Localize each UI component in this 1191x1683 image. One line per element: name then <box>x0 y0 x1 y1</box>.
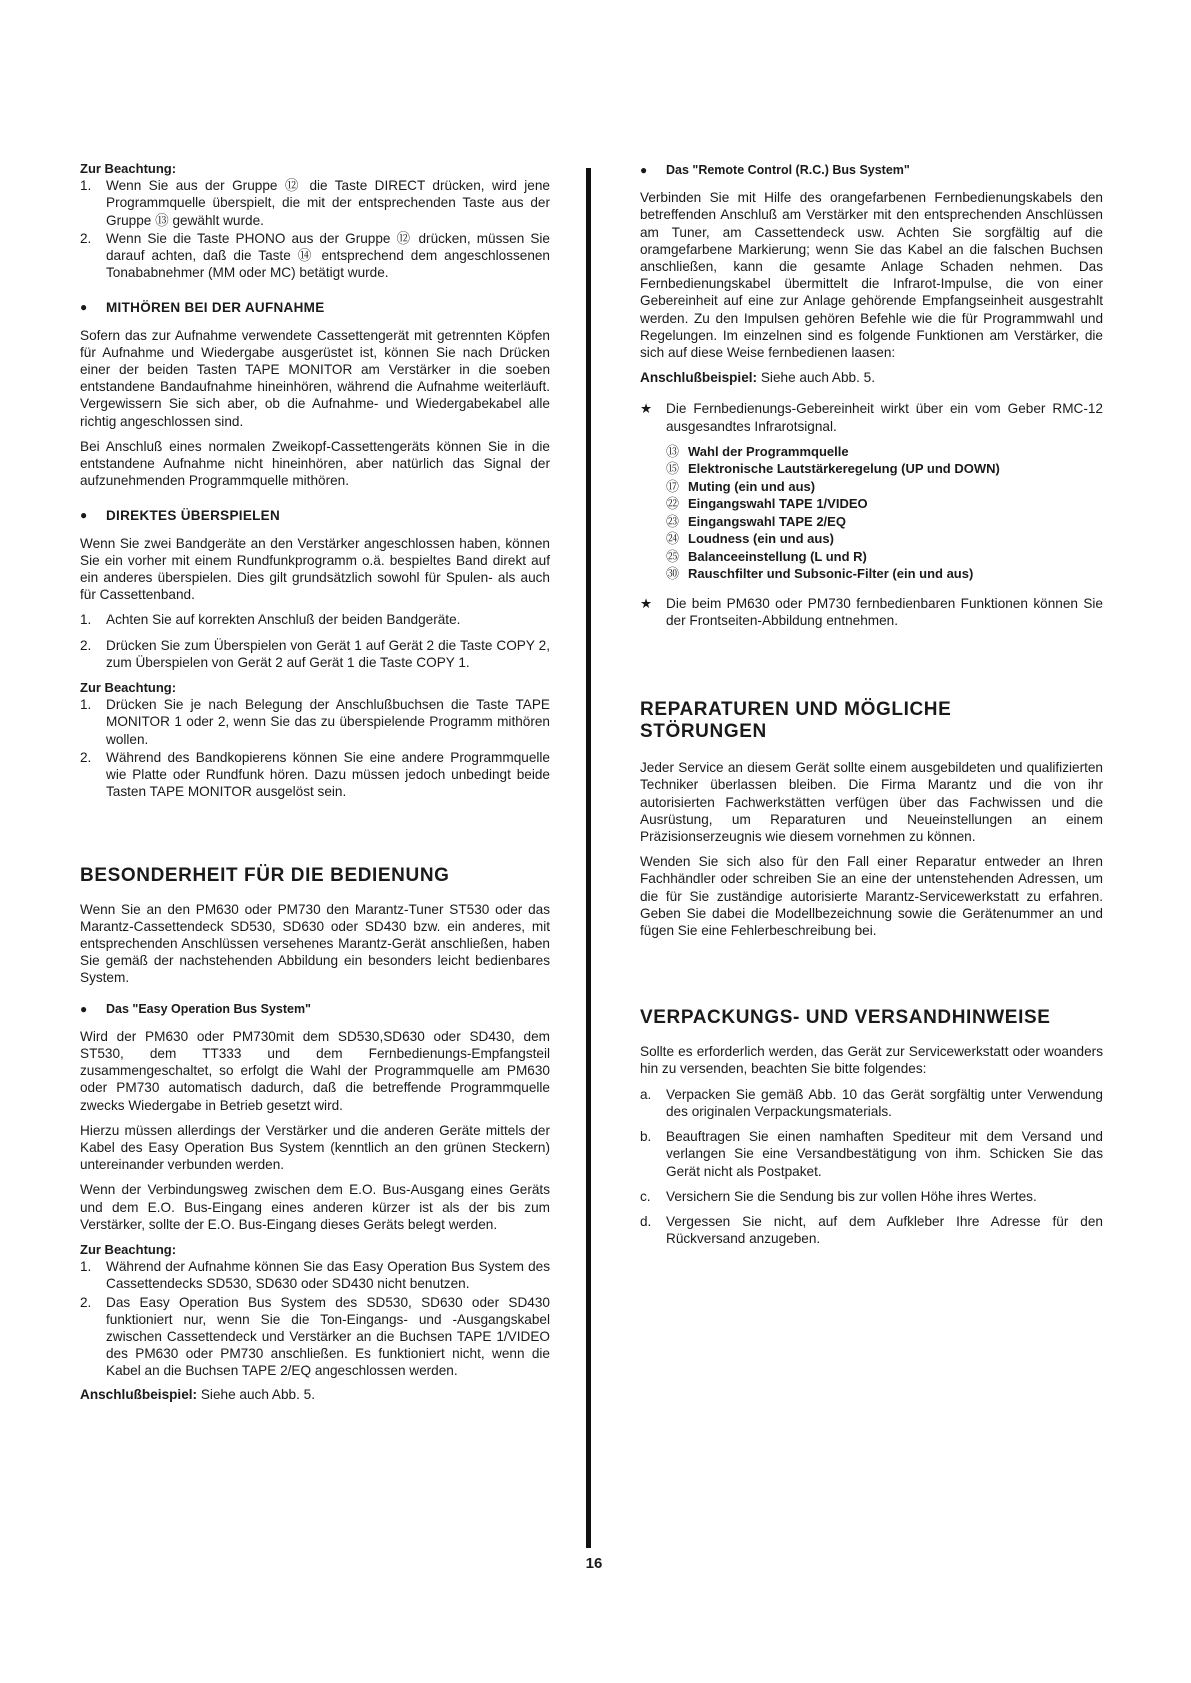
function-item <box>666 495 1103 513</box>
star-note-text: Die Fernbedienungs-Gebereinheit wirkt über ein vom Geber RMC-12 ausgesandtes Infrarotsignal. <box>666 401 1103 434</box>
item-number: 2. <box>80 230 92 246</box>
item-number: 1. <box>80 612 92 628</box>
steps-list <box>80 611 550 671</box>
item-letter: c. <box>640 1188 651 1204</box>
item-number: 1. <box>80 697 92 713</box>
function-item <box>666 443 1103 461</box>
page-number: 16 <box>585 1555 603 1572</box>
star-note <box>640 595 1103 629</box>
function-number: ⑬ <box>666 443 680 459</box>
section-title-besonderheit: BESONDERHEIT FÜR DIE BEDIENUNG <box>80 864 450 886</box>
list-item <box>80 1294 550 1380</box>
function-number: ㉒ <box>666 496 680 512</box>
paragraph: Verbinden Sie mit Hilfe des orangefarbenen Fernbedienungskabels den betreffenden Anschluß am Verstärker mit den entsprechenden Anschlüssen am Tuner, am Cassettendeck usw. Achten Sie sorgfältig auf die oramgefarbene Markierung; wenn Sie das Kabel an die falschen Buchsen anschließen, kann die gesamte Anlage Schaden nehmen. Das Fernbedienungskabel übermittelt die Infrarot-Impulse, die von einer Gebereinheit auf eine zur Anlage gehörende Empfangseinheit ausgestrahlt werden. Zu den Impulsen gehören Befehle wie die für Programmwahl und Regelungen. Im einzelnen sind es folgende Funktionen am Verstärker, die sich auf diese Weise fernbedienen laasen: <box>640 190 1103 361</box>
item-number: 2. <box>80 1294 92 1310</box>
example-label: Anschlußbeispiel: <box>640 370 758 386</box>
heading-text: MITHÖREN BEI DER AUFNAHME <box>106 300 325 316</box>
function-text: Eingangswahl TAPE 2/EQ <box>688 513 846 529</box>
item-text: Achten Sie auf korrekten Anschluß der beiden Bandgeräte. <box>106 612 461 628</box>
function-text: Eingangswahl TAPE 1/VIDEO <box>688 496 868 512</box>
list-item <box>640 1188 1103 1205</box>
function-number: ⑮ <box>666 461 680 477</box>
item-text: Versichern Sie die Sendung bis zur vollen Höhe ihres Wertes. <box>666 1188 1037 1204</box>
bullet-icon: ● <box>80 1001 88 1016</box>
function-item <box>666 513 1103 531</box>
item-text: Drücken Sie je nach Belegung der Anschlußbuchsen die Taste TAPE MONITOR 1 oder 2, wenn Sie das zu überspielende Programm mithören wollen. <box>106 697 550 747</box>
example-text: Siehe auch Abb. 5. <box>760 370 875 386</box>
item-text: Vergessen Sie nicht, auf dem Aufkleber Ihre Adresse für den Rückversand anzugeben. <box>666 1213 1103 1247</box>
heading-text: DIREKTES ÜBERSPIELEN <box>106 508 281 524</box>
function-number: ㉓ <box>666 513 680 529</box>
function-text: Muting (ein und aus) <box>688 478 816 494</box>
item-letter: a. <box>640 1086 652 1102</box>
paragraph: Jeder Service an diesem Gerät sollte einem ausgebildeten und qualifizierten Techniker überlassen bleiben. Die Firma Marantz und die von ihr autorisierten Fachwerkstätten verfügen über das Fachwissen und die Ausrüstung, um Reparaturen und Neueinstellungen an einem Präzisionserzeugnis wie diesem vornehmen zu können. <box>640 760 1103 845</box>
paragraph: Wenn der Verbindungsweg zwischen dem E.O. Bus-Ausgang eines Geräts und dem E.O. Bus-Eingang eines anderen kürzer ist als der bis zum Verstärker, sollte der E.O. Bus-Eingang dieses Geräts belegt werden. <box>80 1182 550 1232</box>
note-title: Zur Beachtung: <box>80 1241 177 1257</box>
connection-example <box>80 1386 550 1403</box>
item-number: 1. <box>80 178 92 194</box>
function-item <box>666 565 1103 583</box>
item-text: Verpacken Sie gemäß Abb. 10 das Gerät sorgfältig unter Verwendung des originalen Verpackungsmaterials. <box>666 1086 1103 1119</box>
function-text: Rauschfilter und Subsonic-Filter (ein und aus) <box>688 566 974 582</box>
list-item <box>80 696 550 748</box>
list-item <box>80 1258 550 1292</box>
star-icon: ★ <box>640 401 653 417</box>
list-item <box>640 1086 1103 1120</box>
function-item <box>666 460 1103 478</box>
paragraph: Bei Anschluß eines normalen Zweikopf-Cassettengeräts können Sie in die entstandene Aufnahme nicht hineinhören, aber natürlich das Signal der aufzunehmenden Programmquelle mithören. <box>80 438 550 489</box>
paragraph: Wird der PM630 oder PM730mit dem SD530,SD630 oder SD430, dem ST530, dem TT333 und dem Fernbedienungs-Empfangsteil zusammengeschaltet, so erfolgt die Wahl der Programmquelle am PM630 oder PM730 automatisch dadurch, daß die betreffende Programmquelle zwecks Wiedergabe in Betrieb gesetzt wird. <box>80 1028 550 1113</box>
paragraph: Wenn Sie zwei Bandgeräte an den Verstärker angeschlossen haben, können Sie ein vorher mit einem Rundfunkprogramm o.ä. bespieltes Band direkt auf ein anderes überspielen. Dies gilt grundsätzlich sowohl für Spulen- als auch für Cassettenband. <box>80 535 550 603</box>
note-list <box>80 1258 550 1379</box>
bullet-icon: ● <box>80 300 88 315</box>
function-text: Wahl der Programmquelle <box>688 443 849 459</box>
list-item <box>80 637 550 671</box>
item-text: Das Easy Operation Bus System des SD530, SD630 oder SD430 funktioniert nur, wenn Sie die Ton-Eingangs- und -Ausgangskabel zwischen Cassettendeck und Verstärker an die Buchsen TAPE 1/VIDEO des PM630 oder PM730 anschließen. Es funktioniert nicht, wenn die Kabel an die Buchsen TAPE 2/EQ angeschlossen werden. <box>106 1294 550 1379</box>
column-divider <box>586 168 591 1548</box>
item-text: Drücken Sie zum Überspielen von Gerät 1 auf Gerät 2 die Taste COPY 2, zum Überspielen von Gerät 2 auf Gerät 1 die Taste COPY 1. <box>106 637 550 670</box>
paragraph: Wenden Sie sich also für den Fall einer Reparatur entweder an Ihren Fachhändler oder schreiben Sie an eine der untenstehenden Adressen, um die für Sie zuständige autorisierte Marantz-Servicewerkstatt zu erfahren. Geben Sie dabei die Modellbezeichnung sowie die Gerätenummer an und fügen Sie eine Fehlerbeschreibung bei. <box>640 854 1103 939</box>
connection-example <box>640 369 1103 386</box>
shipping-list <box>640 1086 1103 1248</box>
paragraph: Sollte es erforderlich werden, das Gerät zur Servicewerkstatt oder woanders hin zu versenden, beachten Sie bitte folgendes: <box>640 1044 1103 1077</box>
item-letter: d. <box>640 1213 652 1229</box>
item-text: Während der Aufnahme können Sie das Easy Operation Bus System des Cassettendecks SD530, SD630 oder SD430 nicht benutzen. <box>106 1259 550 1292</box>
item-text: Während des Bandkopierens können Sie eine andere Programmquelle wie Platte oder Rundfunk hören. Dazu müssen jedoch unbedingt beide Tasten TAPE MONITOR ausgelöst sein. <box>106 749 550 800</box>
subheading-easy-operation <box>80 1001 550 1018</box>
function-number: ㉕ <box>666 548 680 564</box>
heading-text: Das "Easy Operation Bus System" <box>106 1001 311 1016</box>
subheading-remote-control <box>640 162 1103 179</box>
bullet-icon: ● <box>80 508 88 523</box>
section-heading-mithoeren <box>80 299 550 316</box>
section-heading-direktes <box>80 507 550 524</box>
item-number: 1. <box>80 1259 92 1275</box>
heading-text: Das "Remote Control (R.C.) Bus System" <box>666 163 910 177</box>
function-item <box>666 548 1103 566</box>
list-item <box>80 230 550 282</box>
function-text: Elektronische Lautstärkeregelung (UP und DOWN) <box>688 461 1000 477</box>
star-note <box>640 400 1103 434</box>
list-item <box>640 1128 1103 1180</box>
list-item <box>80 749 550 801</box>
star-note-text: Die beim PM630 oder PM730 fernbedienbaren Funktionen können Sie der Frontseiten-Abbildung entnehmen. <box>666 595 1103 629</box>
paragraph: Wenn Sie an den PM630 oder PM730 den Marantz-Tuner ST530 oder das Marantz-Cassettendeck SD530, SD630 oder SD430 bzw. ein anderes, mit entsprechenden Anschlüssen versehenes Marantz-Gerät anschließen, haben Sie gemäß der nachstehenden Abbildung ein besonders leicht bedienbares System. <box>80 901 550 986</box>
function-item <box>666 478 1103 496</box>
paragraph: Sofern das zur Aufnahme verwendete Cassettengerät mit getrennten Köpfen für Aufnahme und Wiedergabe ausgerüstet ist, können Sie nach Drücken einer der beiden Tasten TAPE MONITOR am Verstärker in die soeben entstandene Bandaufnahme hineinhören, während die Aufnahme weiterläuft. Vergewissern Sie sich aber, ob die Aufnahme- und Wiedergabekabel alle richtig angeschlossen sind. <box>80 327 550 429</box>
item-text: Beauftragen Sie einen namhaften Spediteur mit dem Versand und verlangen Sie eine Versandbestätigung von ihm. Schicken Sie das Gerät nicht als Postpaket. <box>666 1129 1103 1179</box>
item-letter: b. <box>640 1129 652 1145</box>
list-item <box>80 611 550 628</box>
example-label: Anschlußbeispiel: <box>80 1386 198 1402</box>
function-text: Balanceeinstellung (L und R) <box>688 548 867 564</box>
function-number: ⑰ <box>666 478 680 494</box>
function-number: ㉚ <box>666 566 680 582</box>
function-number: ㉔ <box>666 531 680 547</box>
item-number: 2. <box>80 749 92 765</box>
note-list <box>80 696 550 800</box>
list-item <box>640 1213 1103 1247</box>
function-text: Loudness (ein und aus) <box>688 531 834 547</box>
function-item <box>666 530 1103 548</box>
right-column <box>640 160 1103 1255</box>
heading-line: REPARATUREN UND MÖGLICHE <box>640 699 952 721</box>
note-title: Zur Beachtung: <box>80 161 177 176</box>
star-icon: ★ <box>640 595 653 611</box>
paragraph: Hierzu müssen allerdings der Verstärker und die anderen Geräte mittels der Kabel des Easy Operation Bus System (kenntlich an den grünen Steckern) untereinander verbunden werden. <box>80 1122 550 1173</box>
note-title: Zur Beachtung: <box>80 680 177 696</box>
list-item <box>80 177 550 229</box>
bullet-icon: ● <box>640 163 648 177</box>
item-number: 2. <box>80 637 92 653</box>
note-list <box>80 177 550 281</box>
section-title-reparaturen <box>640 699 1103 743</box>
item-text: Wenn Sie aus der Gruppe ⑫ die Taste DIRECT drücken, wird jene Programmquelle überspielt, die mit der entsprechenden Taste aus der Gruppe ⑬ gewählt wurde. <box>106 178 550 228</box>
heading-line: STÖRUNGEN <box>640 721 767 743</box>
function-list <box>666 443 1103 583</box>
item-text: Wenn Sie die Taste PHONO aus der Gruppe ⑫ drücken, müssen Sie darauf achten, daß die Taste ⑭ entsprechend dem angeschlossenen Tonababnehmer (MM oder MC) betätigt wurde. <box>106 230 550 281</box>
example-text: Siehe auch Abb. 5. <box>200 1386 315 1402</box>
left-column <box>80 160 550 1411</box>
section-title-verpackung: VERPACKUNGS- UND VERSANDHINWEISE <box>640 1007 1051 1029</box>
